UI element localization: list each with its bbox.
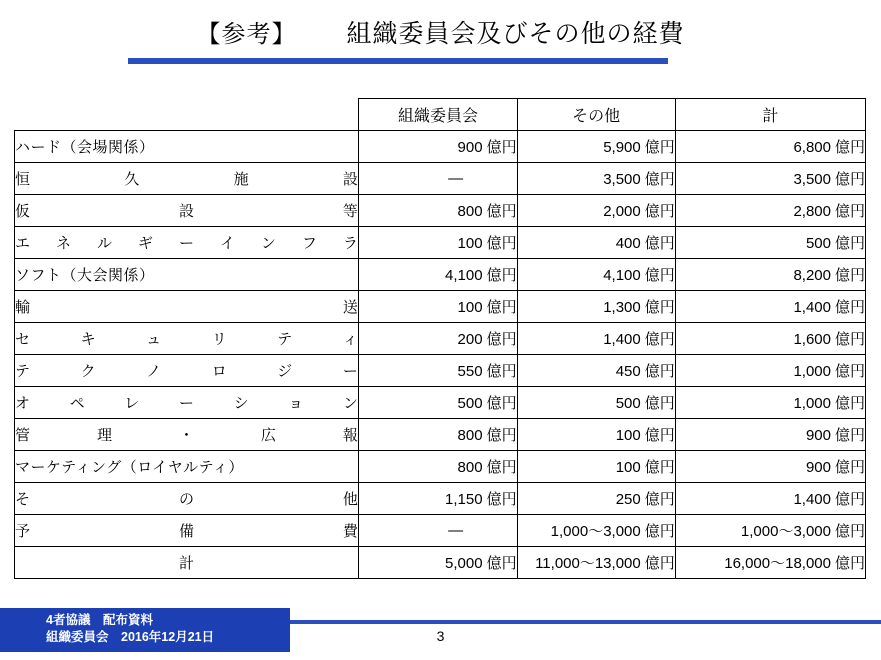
title-reference-tag: 【参考】 xyxy=(196,21,297,48)
table-row xyxy=(15,323,866,355)
page-title xyxy=(0,14,881,50)
row-label: 輸 送 xyxy=(15,291,359,323)
row-value: 5,000 億円 xyxy=(359,547,517,579)
table-header-blank xyxy=(15,99,359,131)
footer-line-1: 4者協議 配布資料 xyxy=(46,613,153,627)
row-value: 250 億円 xyxy=(517,483,675,515)
row-value: — xyxy=(359,515,517,547)
cost-table xyxy=(14,98,866,579)
table-header-organizing-committee: 組織委員会 xyxy=(359,99,517,131)
row-value: 900 億円 xyxy=(675,419,865,451)
row-value: 100 億円 xyxy=(359,291,517,323)
row-label: 予 備 費 xyxy=(15,515,359,547)
table-row xyxy=(15,195,866,227)
row-value: 1,300 億円 xyxy=(517,291,675,323)
row-label: ハード（会場関係） xyxy=(15,131,359,163)
row-value: 500 億円 xyxy=(675,227,865,259)
row-value: 1,400 億円 xyxy=(517,323,675,355)
row-value: 1,400 億円 xyxy=(675,483,865,515)
row-label: 管 理 ・ 広 報 xyxy=(15,419,359,451)
row-value: 1,000 億円 xyxy=(675,387,865,419)
row-value: 800 億円 xyxy=(359,195,517,227)
row-label: 仮 設 等 xyxy=(15,195,359,227)
row-value: 16,000〜18,000 億円 xyxy=(675,547,865,579)
title-underline-rule xyxy=(128,58,668,64)
row-value: 550 億円 xyxy=(359,355,517,387)
row-value: 11,000〜13,000 億円 xyxy=(517,547,675,579)
row-value: 500 億円 xyxy=(517,387,675,419)
row-value: 500 億円 xyxy=(359,387,517,419)
table-row xyxy=(15,387,866,419)
row-label: テ ク ノ ロ ジ ー xyxy=(15,355,359,387)
row-value: 1,000〜3,000 億円 xyxy=(675,515,865,547)
page-number: 3 xyxy=(436,628,445,644)
row-value: 100 億円 xyxy=(517,419,675,451)
row-value: 1,000〜3,000 億円 xyxy=(517,515,675,547)
row-value: 900 億円 xyxy=(359,131,517,163)
row-label: 恒 久 施 設 xyxy=(15,163,359,195)
table-header-others: その他 xyxy=(517,99,675,131)
row-value: 4,100 億円 xyxy=(517,259,675,291)
table-row xyxy=(15,259,866,291)
row-value: 6,800 億円 xyxy=(675,131,865,163)
table-header-total: 計 xyxy=(675,99,865,131)
title-main-text: 組織委員会及びその他の経費 xyxy=(346,20,685,48)
footer-rule xyxy=(290,620,881,624)
row-label: オ ペ レ ー シ ョ ン xyxy=(15,387,359,419)
row-value: 400 億円 xyxy=(517,227,675,259)
footer-line-2: 組織委員会 2016年12月21日 xyxy=(46,630,215,644)
row-value: 4,100 億円 xyxy=(359,259,517,291)
table-header-row xyxy=(15,99,866,131)
row-value: 2,800 億円 xyxy=(675,195,865,227)
row-label: そ の 他 xyxy=(15,483,359,515)
row-value: 1,600 億円 xyxy=(675,323,865,355)
row-label: 計 xyxy=(15,547,359,579)
table-row xyxy=(15,227,866,259)
row-value: 100 億円 xyxy=(517,451,675,483)
row-value: 8,200 億円 xyxy=(675,259,865,291)
row-value: 100 億円 xyxy=(359,227,517,259)
table-row xyxy=(15,547,866,579)
table-row xyxy=(15,291,866,323)
row-value: 450 億円 xyxy=(517,355,675,387)
row-label: ソフト（大会関係） xyxy=(15,259,359,291)
row-value: 1,150 億円 xyxy=(359,483,517,515)
row-value: 800 億円 xyxy=(359,419,517,451)
row-value: 3,500 億円 xyxy=(675,163,865,195)
table-row xyxy=(15,419,866,451)
table-row xyxy=(15,355,866,387)
cost-table-container xyxy=(14,98,866,579)
table-row xyxy=(15,163,866,195)
row-value: — xyxy=(359,163,517,195)
row-label: エ ネ ル ギ ー イ ン フ ラ xyxy=(15,227,359,259)
row-value: 1,400 億円 xyxy=(675,291,865,323)
cost-table-body xyxy=(15,131,866,579)
table-row xyxy=(15,483,866,515)
row-value: 900 億円 xyxy=(675,451,865,483)
row-value: 3,500 億円 xyxy=(517,163,675,195)
row-value: 5,900 億円 xyxy=(517,131,675,163)
table-row xyxy=(15,515,866,547)
row-label: マーケティング（ロイヤルティ） xyxy=(15,451,359,483)
row-value: 1,000 億円 xyxy=(675,355,865,387)
row-value: 2,000 億円 xyxy=(517,195,675,227)
row-label: セ キ ュ リ テ ィ xyxy=(15,323,359,355)
table-row xyxy=(15,131,866,163)
row-value: 200 億円 xyxy=(359,323,517,355)
row-value: 800 億円 xyxy=(359,451,517,483)
table-row xyxy=(15,451,866,483)
